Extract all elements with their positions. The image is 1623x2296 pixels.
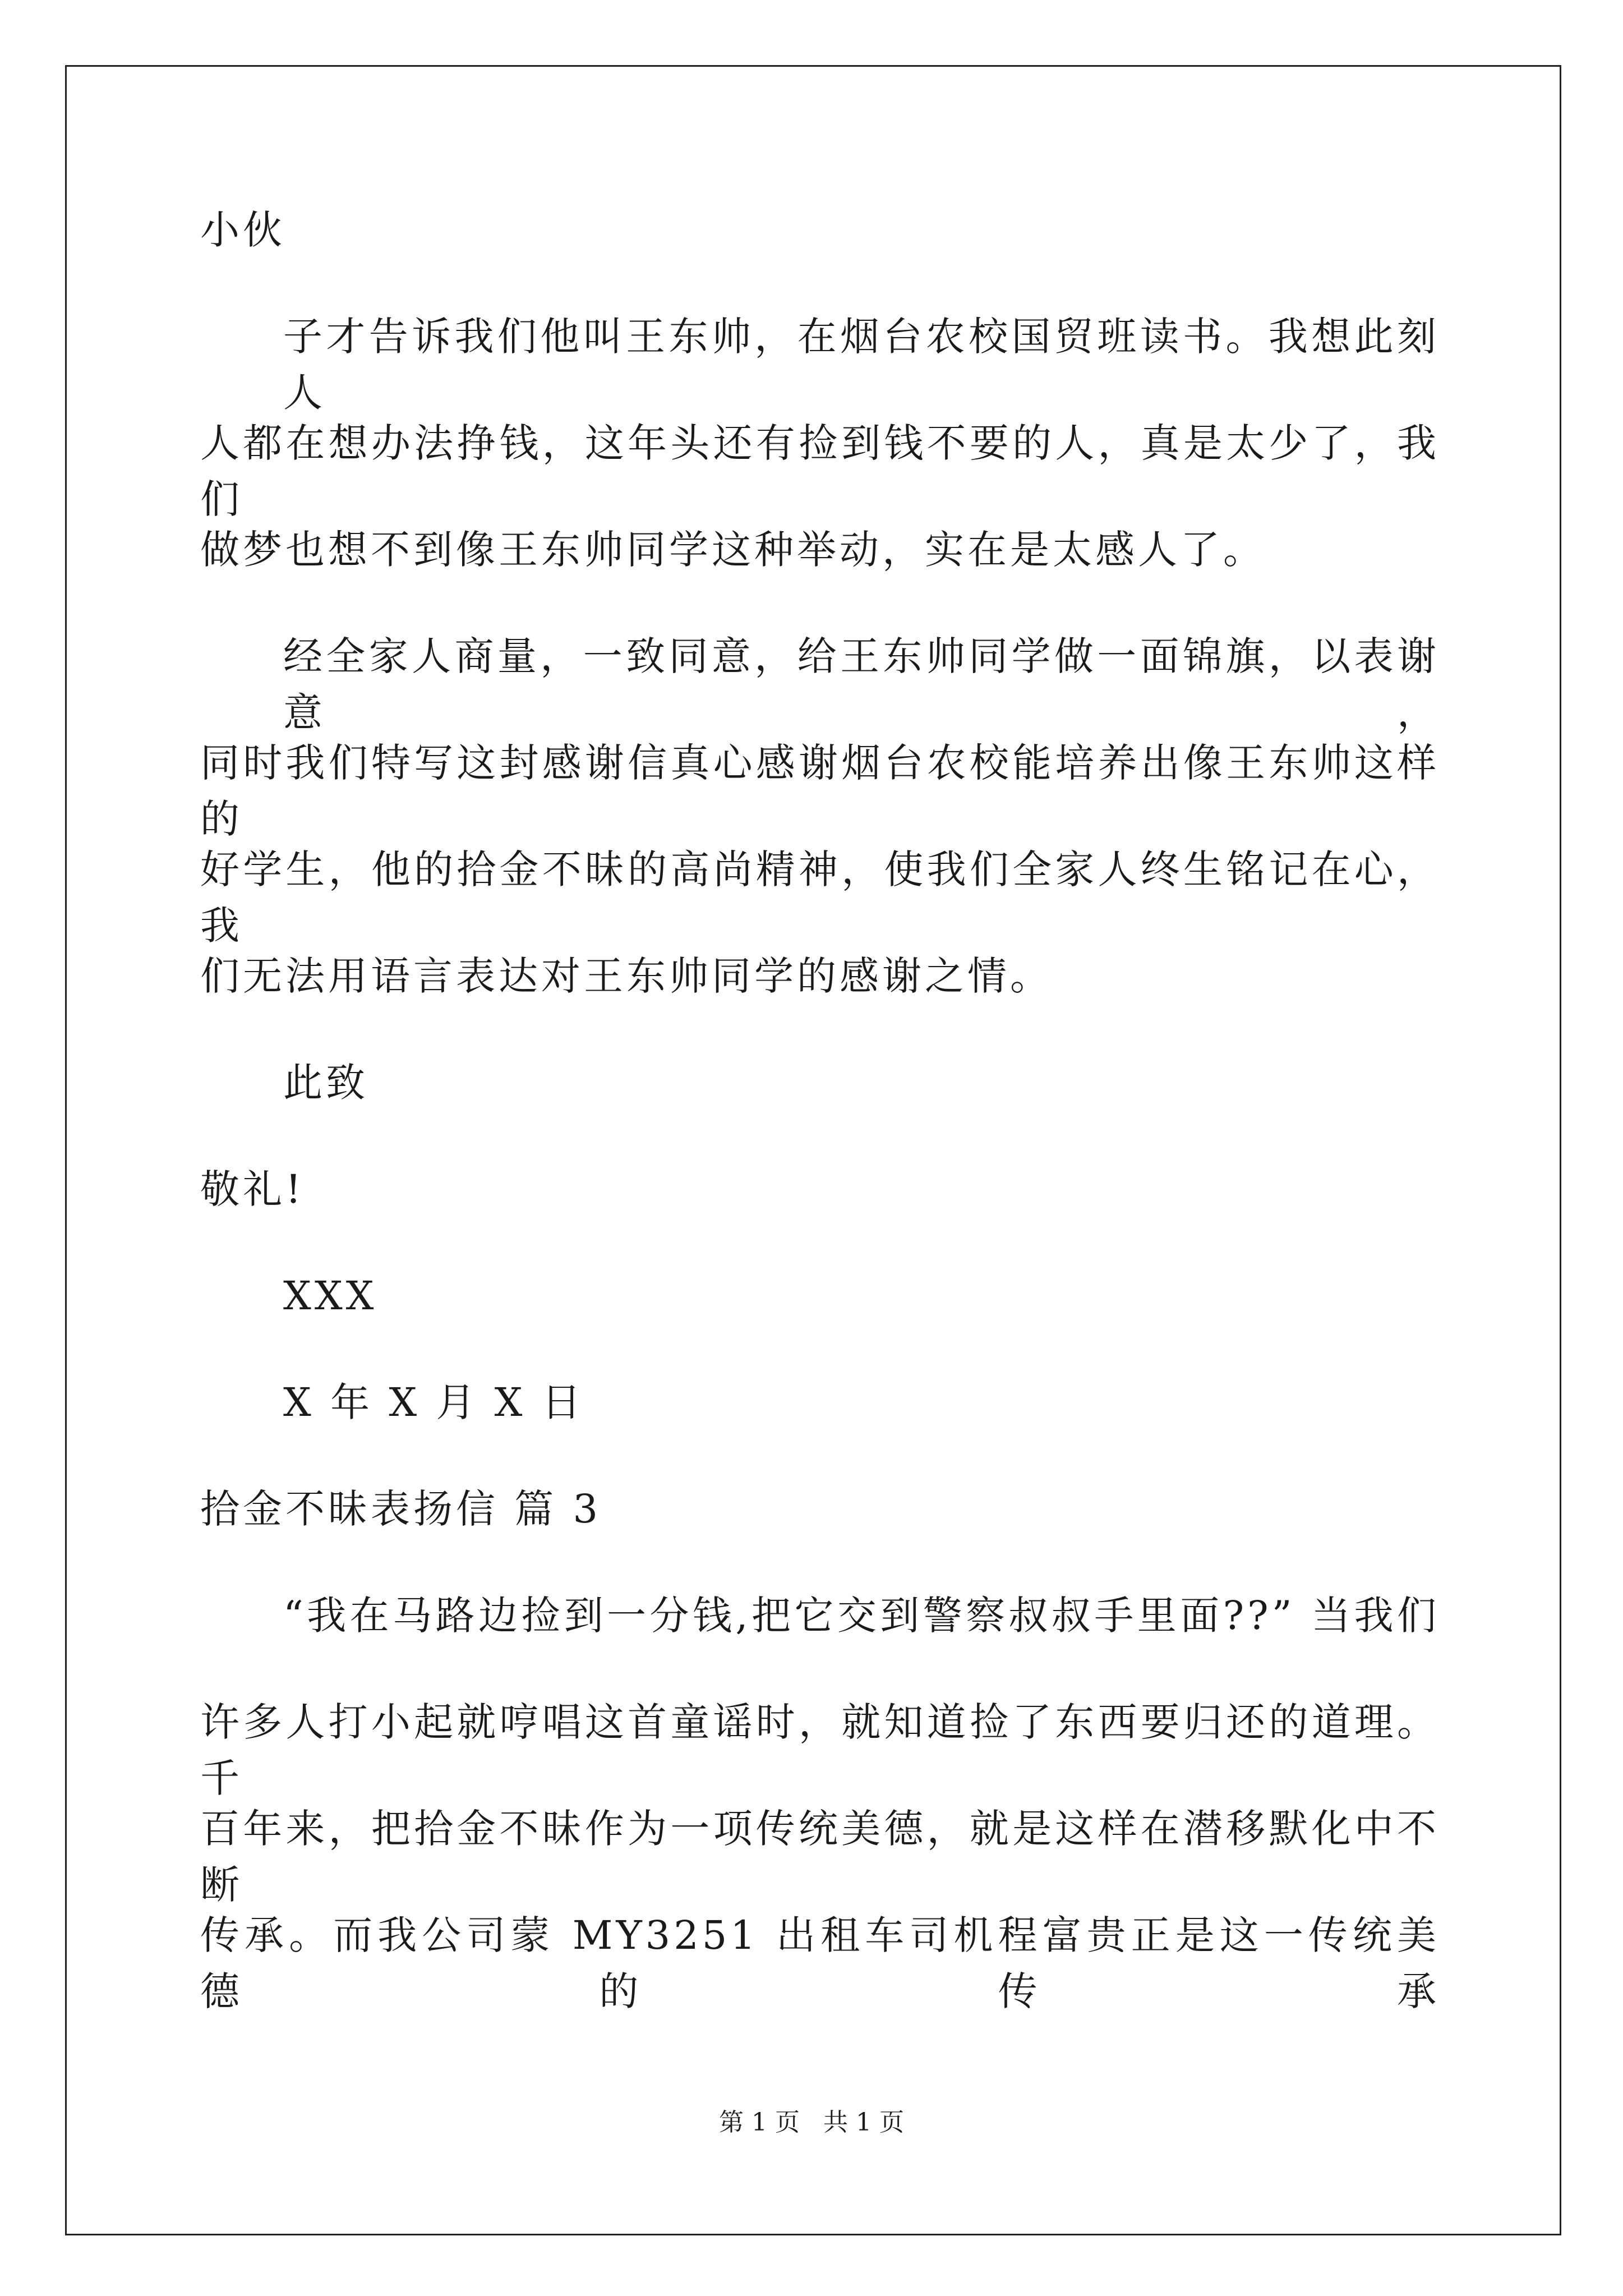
- text-line: 小伙: [200, 207, 285, 253]
- text-line: 做梦也想不到像王东帅同学这种举动，实在是太感人了。: [200, 527, 1266, 573]
- text-line: 好学生，他的拾金不昧的高尚精神，使我们全家人终生铭记在心，我: [200, 846, 1440, 949]
- text-line: XXX: [283, 1273, 377, 1319]
- text-line: 人都在想办法挣钱，这年头还有捡到钱不要的人，真是太少了，我们: [200, 420, 1440, 522]
- text-line: 许多人打小起就哼唱这首童谣时，就知道捡了东西要归还的道理。千: [200, 1699, 1440, 1801]
- text-line: 同时我们特写这封感谢信真心感谢烟台农校能培养出像王东帅这样的: [200, 740, 1440, 842]
- text-line: 们无法用语言表达对王东帅同学的感谢之情。: [200, 953, 1053, 999]
- text-line: “我在马路边捡到一分钱,把它交到警察叔叔手里面??” 当我们: [283, 1593, 1440, 1639]
- text-line: 子才告诉我们他叫王东帅，在烟台农校国贸班读书。我想此刻人: [283, 314, 1440, 416]
- text-line: 敬礼!: [200, 1166, 305, 1212]
- text-line: 传承。而我公司蒙 MY3251 出租车司机程富贵正是这一传统美德的传承: [200, 1912, 1440, 2014]
- page-number-footer: 第 1 页 共 1 页: [719, 2108, 904, 2137]
- text-line: X 年 X 月 X 日: [283, 1379, 584, 1425]
- text-line: 此致: [283, 1060, 368, 1106]
- section-heading: 拾金不昧表扬信 篇 3: [200, 1486, 602, 1532]
- text-line: 百年来，把拾金不昧作为一项传统美德，就是这样在潜移默化中不断: [200, 1806, 1440, 1908]
- text-line: 经全家人商量，一致同意，给王东帅同学做一面锦旗，以表谢意，: [283, 633, 1440, 735]
